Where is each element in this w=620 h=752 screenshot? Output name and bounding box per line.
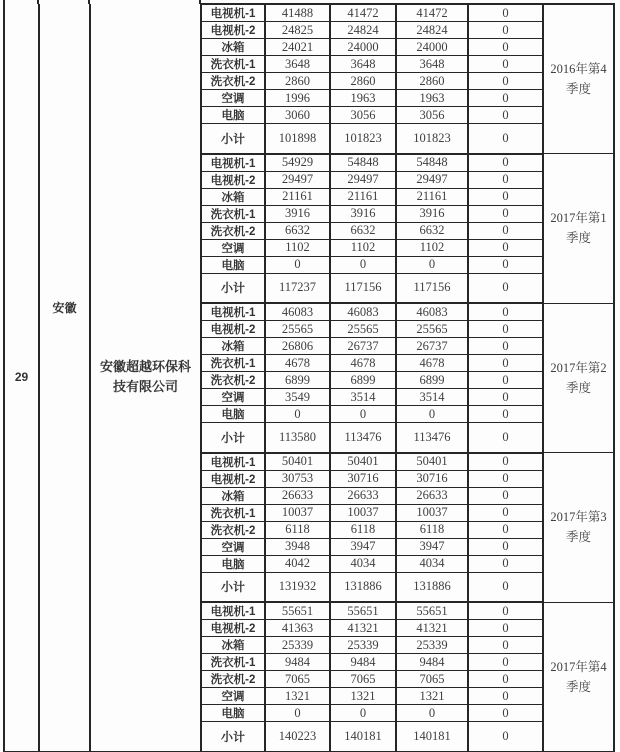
product-label-cell: 洗衣机-1 xyxy=(201,205,265,222)
subtotal-value-cell: 140181 xyxy=(396,722,468,752)
value-cell: 0 xyxy=(468,620,543,637)
value-cell: 6899 xyxy=(265,372,330,389)
quarter-cell: 2017年第2季度 xyxy=(543,303,614,453)
value-cell: 4042 xyxy=(265,555,330,572)
value-cell: 29497 xyxy=(396,171,468,188)
value-cell: 6118 xyxy=(265,521,330,538)
product-label-cell: 冰箱 xyxy=(201,487,265,504)
product-label-cell: 电视机-1 xyxy=(201,4,265,22)
value-cell: 24825 xyxy=(265,22,330,39)
value-cell: 24824 xyxy=(330,22,396,39)
product-label-cell: 电脑 xyxy=(201,705,265,722)
subtotal-value-cell: 0 xyxy=(468,423,543,453)
value-cell: 0 xyxy=(468,470,543,487)
product-label-cell: 空调 xyxy=(201,688,265,705)
value-cell: 0 xyxy=(265,256,330,273)
value-cell: 25339 xyxy=(396,637,468,654)
product-label-cell: 洗衣机-2 xyxy=(201,73,265,90)
value-cell: 50401 xyxy=(396,453,468,471)
product-label-cell: 电脑 xyxy=(201,555,265,572)
product-label-cell: 电视机-2 xyxy=(201,171,265,188)
value-cell: 41488 xyxy=(265,4,330,22)
value-cell: 3916 xyxy=(396,205,468,222)
value-cell: 0 xyxy=(468,22,543,39)
product-label-cell: 电视机-1 xyxy=(201,154,265,172)
value-cell: 4678 xyxy=(396,355,468,372)
product-label-cell: 冰箱 xyxy=(201,188,265,205)
value-cell: 0 xyxy=(468,602,543,620)
product-label-cell: 电视机-2 xyxy=(201,470,265,487)
subtotal-value-cell: 113580 xyxy=(265,423,330,453)
product-label-cell: 电脑 xyxy=(201,107,265,124)
subtotal-value-cell: 0 xyxy=(468,722,543,752)
value-cell: 0 xyxy=(468,303,543,321)
value-cell: 0 xyxy=(330,705,396,722)
product-label-cell: 冰箱 xyxy=(201,637,265,654)
product-label-cell: 洗衣机-1 xyxy=(201,56,265,73)
value-cell: 50401 xyxy=(265,453,330,471)
value-cell: 30753 xyxy=(265,470,330,487)
subtotal-label-cell: 小计 xyxy=(201,273,265,303)
value-cell: 30716 xyxy=(396,470,468,487)
value-cell: 0 xyxy=(468,487,543,504)
subtotal-value-cell: 131886 xyxy=(396,572,468,602)
value-cell: 41363 xyxy=(265,620,330,637)
subtotal-value-cell: 140223 xyxy=(265,722,330,752)
subtotal-value-cell: 101823 xyxy=(330,124,396,154)
value-cell: 1963 xyxy=(330,90,396,107)
value-cell: 0 xyxy=(468,389,543,406)
value-cell: 46083 xyxy=(265,303,330,321)
value-cell: 6632 xyxy=(396,222,468,239)
value-cell: 0 xyxy=(468,73,543,90)
value-cell: 2860 xyxy=(396,73,468,90)
product-label-cell: 洗衣机-1 xyxy=(201,654,265,671)
value-cell: 3947 xyxy=(396,538,468,555)
value-cell: 3648 xyxy=(396,56,468,73)
value-cell: 0 xyxy=(468,705,543,722)
value-cell: 0 xyxy=(468,39,543,56)
value-cell: 0 xyxy=(468,90,543,107)
value-cell: 55651 xyxy=(265,602,330,620)
seq-cell: 29 xyxy=(4,4,39,752)
value-cell: 50401 xyxy=(330,453,396,471)
value-cell: 0 xyxy=(468,239,543,256)
value-cell: 1963 xyxy=(396,90,468,107)
product-label-cell: 洗衣机-2 xyxy=(201,521,265,538)
value-cell: 1102 xyxy=(330,239,396,256)
product-label-cell: 电视机-2 xyxy=(201,321,265,338)
value-cell: 25339 xyxy=(330,637,396,654)
subtotal-value-cell: 0 xyxy=(468,273,543,303)
value-cell: 26737 xyxy=(330,338,396,355)
value-cell: 0 xyxy=(468,107,543,124)
value-cell: 46083 xyxy=(330,303,396,321)
value-cell: 55651 xyxy=(330,602,396,620)
subtotal-value-cell: 101823 xyxy=(396,124,468,154)
value-cell: 3514 xyxy=(330,389,396,406)
product-label-cell: 洗衣机-2 xyxy=(201,372,265,389)
value-cell: 3549 xyxy=(265,389,330,406)
value-cell: 3648 xyxy=(330,56,396,73)
value-cell: 30716 xyxy=(330,470,396,487)
value-cell: 0 xyxy=(396,705,468,722)
quarterly-recycling-table xyxy=(3,3,615,752)
value-cell: 0 xyxy=(468,188,543,205)
value-cell: 6118 xyxy=(330,521,396,538)
value-cell: 54929 xyxy=(265,154,330,172)
value-cell: 3916 xyxy=(265,205,330,222)
value-cell: 0 xyxy=(468,372,543,389)
value-cell: 25565 xyxy=(265,321,330,338)
value-cell: 0 xyxy=(468,671,543,688)
value-cell: 46083 xyxy=(396,303,468,321)
value-cell: 3648 xyxy=(265,56,330,73)
value-cell: 1321 xyxy=(396,688,468,705)
value-cell: 41472 xyxy=(330,4,396,22)
value-cell: 0 xyxy=(468,688,543,705)
value-cell: 0 xyxy=(396,406,468,423)
value-cell: 4678 xyxy=(330,355,396,372)
subtotal-value-cell: 113476 xyxy=(396,423,468,453)
value-cell: 0 xyxy=(330,256,396,273)
value-cell: 0 xyxy=(468,205,543,222)
quarter-cell: 2017年第1季度 xyxy=(543,154,614,304)
value-cell: 0 xyxy=(468,555,543,572)
value-cell: 25565 xyxy=(330,321,396,338)
table-body xyxy=(4,4,614,752)
product-label-cell: 冰箱 xyxy=(201,338,265,355)
value-cell: 24824 xyxy=(396,22,468,39)
value-cell: 21161 xyxy=(265,188,330,205)
value-cell: 0 xyxy=(265,705,330,722)
value-cell: 21161 xyxy=(330,188,396,205)
value-cell: 26806 xyxy=(265,338,330,355)
product-label-cell: 冰箱 xyxy=(201,39,265,56)
value-cell: 3056 xyxy=(330,107,396,124)
value-cell: 0 xyxy=(468,654,543,671)
value-cell: 6118 xyxy=(396,521,468,538)
subtotal-label-cell: 小计 xyxy=(201,124,265,154)
company-cell: 安徽超越环保科技有限公司 xyxy=(90,4,201,752)
subtotal-value-cell: 140181 xyxy=(330,722,396,752)
value-cell: 7065 xyxy=(396,671,468,688)
value-cell: 0 xyxy=(468,453,543,471)
value-cell: 0 xyxy=(468,406,543,423)
value-cell: 0 xyxy=(468,321,543,338)
value-cell: 0 xyxy=(396,256,468,273)
value-cell: 54848 xyxy=(330,154,396,172)
subtotal-value-cell: 101898 xyxy=(265,124,330,154)
value-cell: 24000 xyxy=(396,39,468,56)
quarter-cell: 2017年第3季度 xyxy=(543,453,614,603)
value-cell: 0 xyxy=(468,521,543,538)
value-cell: 24021 xyxy=(265,39,330,56)
subtotal-value-cell: 113476 xyxy=(330,423,396,453)
value-cell: 0 xyxy=(468,538,543,555)
value-cell: 26633 xyxy=(396,487,468,504)
value-cell: 41321 xyxy=(330,620,396,637)
product-label-cell: 洗衣机-2 xyxy=(201,222,265,239)
value-cell: 1996 xyxy=(265,90,330,107)
value-cell: 4034 xyxy=(396,555,468,572)
product-label-cell: 空调 xyxy=(201,538,265,555)
subtotal-label-cell: 小计 xyxy=(201,423,265,453)
value-cell: 26633 xyxy=(330,487,396,504)
value-cell: 2860 xyxy=(265,73,330,90)
product-label-cell: 洗衣机-2 xyxy=(201,671,265,688)
value-cell: 3916 xyxy=(330,205,396,222)
product-label-cell: 洗衣机-1 xyxy=(201,355,265,372)
value-cell: 0 xyxy=(468,338,543,355)
value-cell: 0 xyxy=(468,56,543,73)
value-cell: 1102 xyxy=(265,239,330,256)
product-label-cell: 电视机-1 xyxy=(201,303,265,321)
value-cell: 55651 xyxy=(396,602,468,620)
value-cell: 41321 xyxy=(396,620,468,637)
value-cell: 7065 xyxy=(265,671,330,688)
value-cell: 0 xyxy=(468,222,543,239)
value-cell: 10037 xyxy=(330,504,396,521)
quarter-cell: 2016年第4季度 xyxy=(543,4,614,154)
value-cell: 3947 xyxy=(330,538,396,555)
value-cell: 0 xyxy=(468,637,543,654)
value-cell: 4678 xyxy=(265,355,330,372)
value-cell: 0 xyxy=(468,154,543,172)
product-label-cell: 电脑 xyxy=(201,256,265,273)
value-cell: 0 xyxy=(330,406,396,423)
value-cell: 9484 xyxy=(330,654,396,671)
value-cell: 0 xyxy=(468,171,543,188)
subtotal-value-cell: 131932 xyxy=(265,572,330,602)
value-cell: 25339 xyxy=(265,637,330,654)
product-label-cell: 空调 xyxy=(201,239,265,256)
value-cell: 10037 xyxy=(265,504,330,521)
product-label-cell: 空调 xyxy=(201,389,265,406)
product-label-cell: 电视机-2 xyxy=(201,620,265,637)
value-cell: 24000 xyxy=(330,39,396,56)
value-cell: 4034 xyxy=(330,555,396,572)
value-cell: 3514 xyxy=(396,389,468,406)
value-cell: 7065 xyxy=(330,671,396,688)
value-cell: 0 xyxy=(265,406,330,423)
value-cell: 0 xyxy=(468,4,543,22)
subtotal-label-cell: 小计 xyxy=(201,722,265,752)
value-cell: 6899 xyxy=(330,372,396,389)
value-cell: 1321 xyxy=(330,688,396,705)
subtotal-label-cell: 小计 xyxy=(201,572,265,602)
product-label-cell: 电脑 xyxy=(201,406,265,423)
value-cell: 2860 xyxy=(330,73,396,90)
product-label-cell: 电视机-1 xyxy=(201,453,265,471)
value-cell: 6632 xyxy=(265,222,330,239)
product-label-cell: 空调 xyxy=(201,90,265,107)
product-label-cell: 洗衣机-1 xyxy=(201,504,265,521)
value-cell: 1102 xyxy=(396,239,468,256)
value-cell: 0 xyxy=(468,355,543,372)
value-cell: 9484 xyxy=(265,654,330,671)
value-cell: 54848 xyxy=(396,154,468,172)
value-cell: 29497 xyxy=(265,171,330,188)
value-cell: 3948 xyxy=(265,538,330,555)
value-cell: 3060 xyxy=(265,107,330,124)
value-cell: 25565 xyxy=(396,321,468,338)
product-label-cell: 电视机-1 xyxy=(201,602,265,620)
value-cell: 0 xyxy=(468,256,543,273)
subtotal-value-cell: 0 xyxy=(468,124,543,154)
subtotal-value-cell: 117156 xyxy=(330,273,396,303)
value-cell: 10037 xyxy=(396,504,468,521)
value-cell: 21161 xyxy=(396,188,468,205)
subtotal-value-cell: 117156 xyxy=(396,273,468,303)
product-label-cell: 电视机-2 xyxy=(201,22,265,39)
value-cell: 26737 xyxy=(396,338,468,355)
value-cell: 0 xyxy=(468,504,543,521)
subtotal-value-cell: 117237 xyxy=(265,273,330,303)
value-cell: 41472 xyxy=(396,4,468,22)
value-cell: 29497 xyxy=(330,171,396,188)
value-cell: 6632 xyxy=(330,222,396,239)
value-cell: 6899 xyxy=(396,372,468,389)
province-cell: 安徽 xyxy=(39,4,90,752)
value-cell: 9484 xyxy=(396,654,468,671)
quarter-cell: 2017年第4季度 xyxy=(543,602,614,752)
subtotal-value-cell: 0 xyxy=(468,572,543,602)
value-cell: 26633 xyxy=(265,487,330,504)
value-cell: 1321 xyxy=(265,688,330,705)
subtotal-value-cell: 131886 xyxy=(330,572,396,602)
value-cell: 3056 xyxy=(396,107,468,124)
